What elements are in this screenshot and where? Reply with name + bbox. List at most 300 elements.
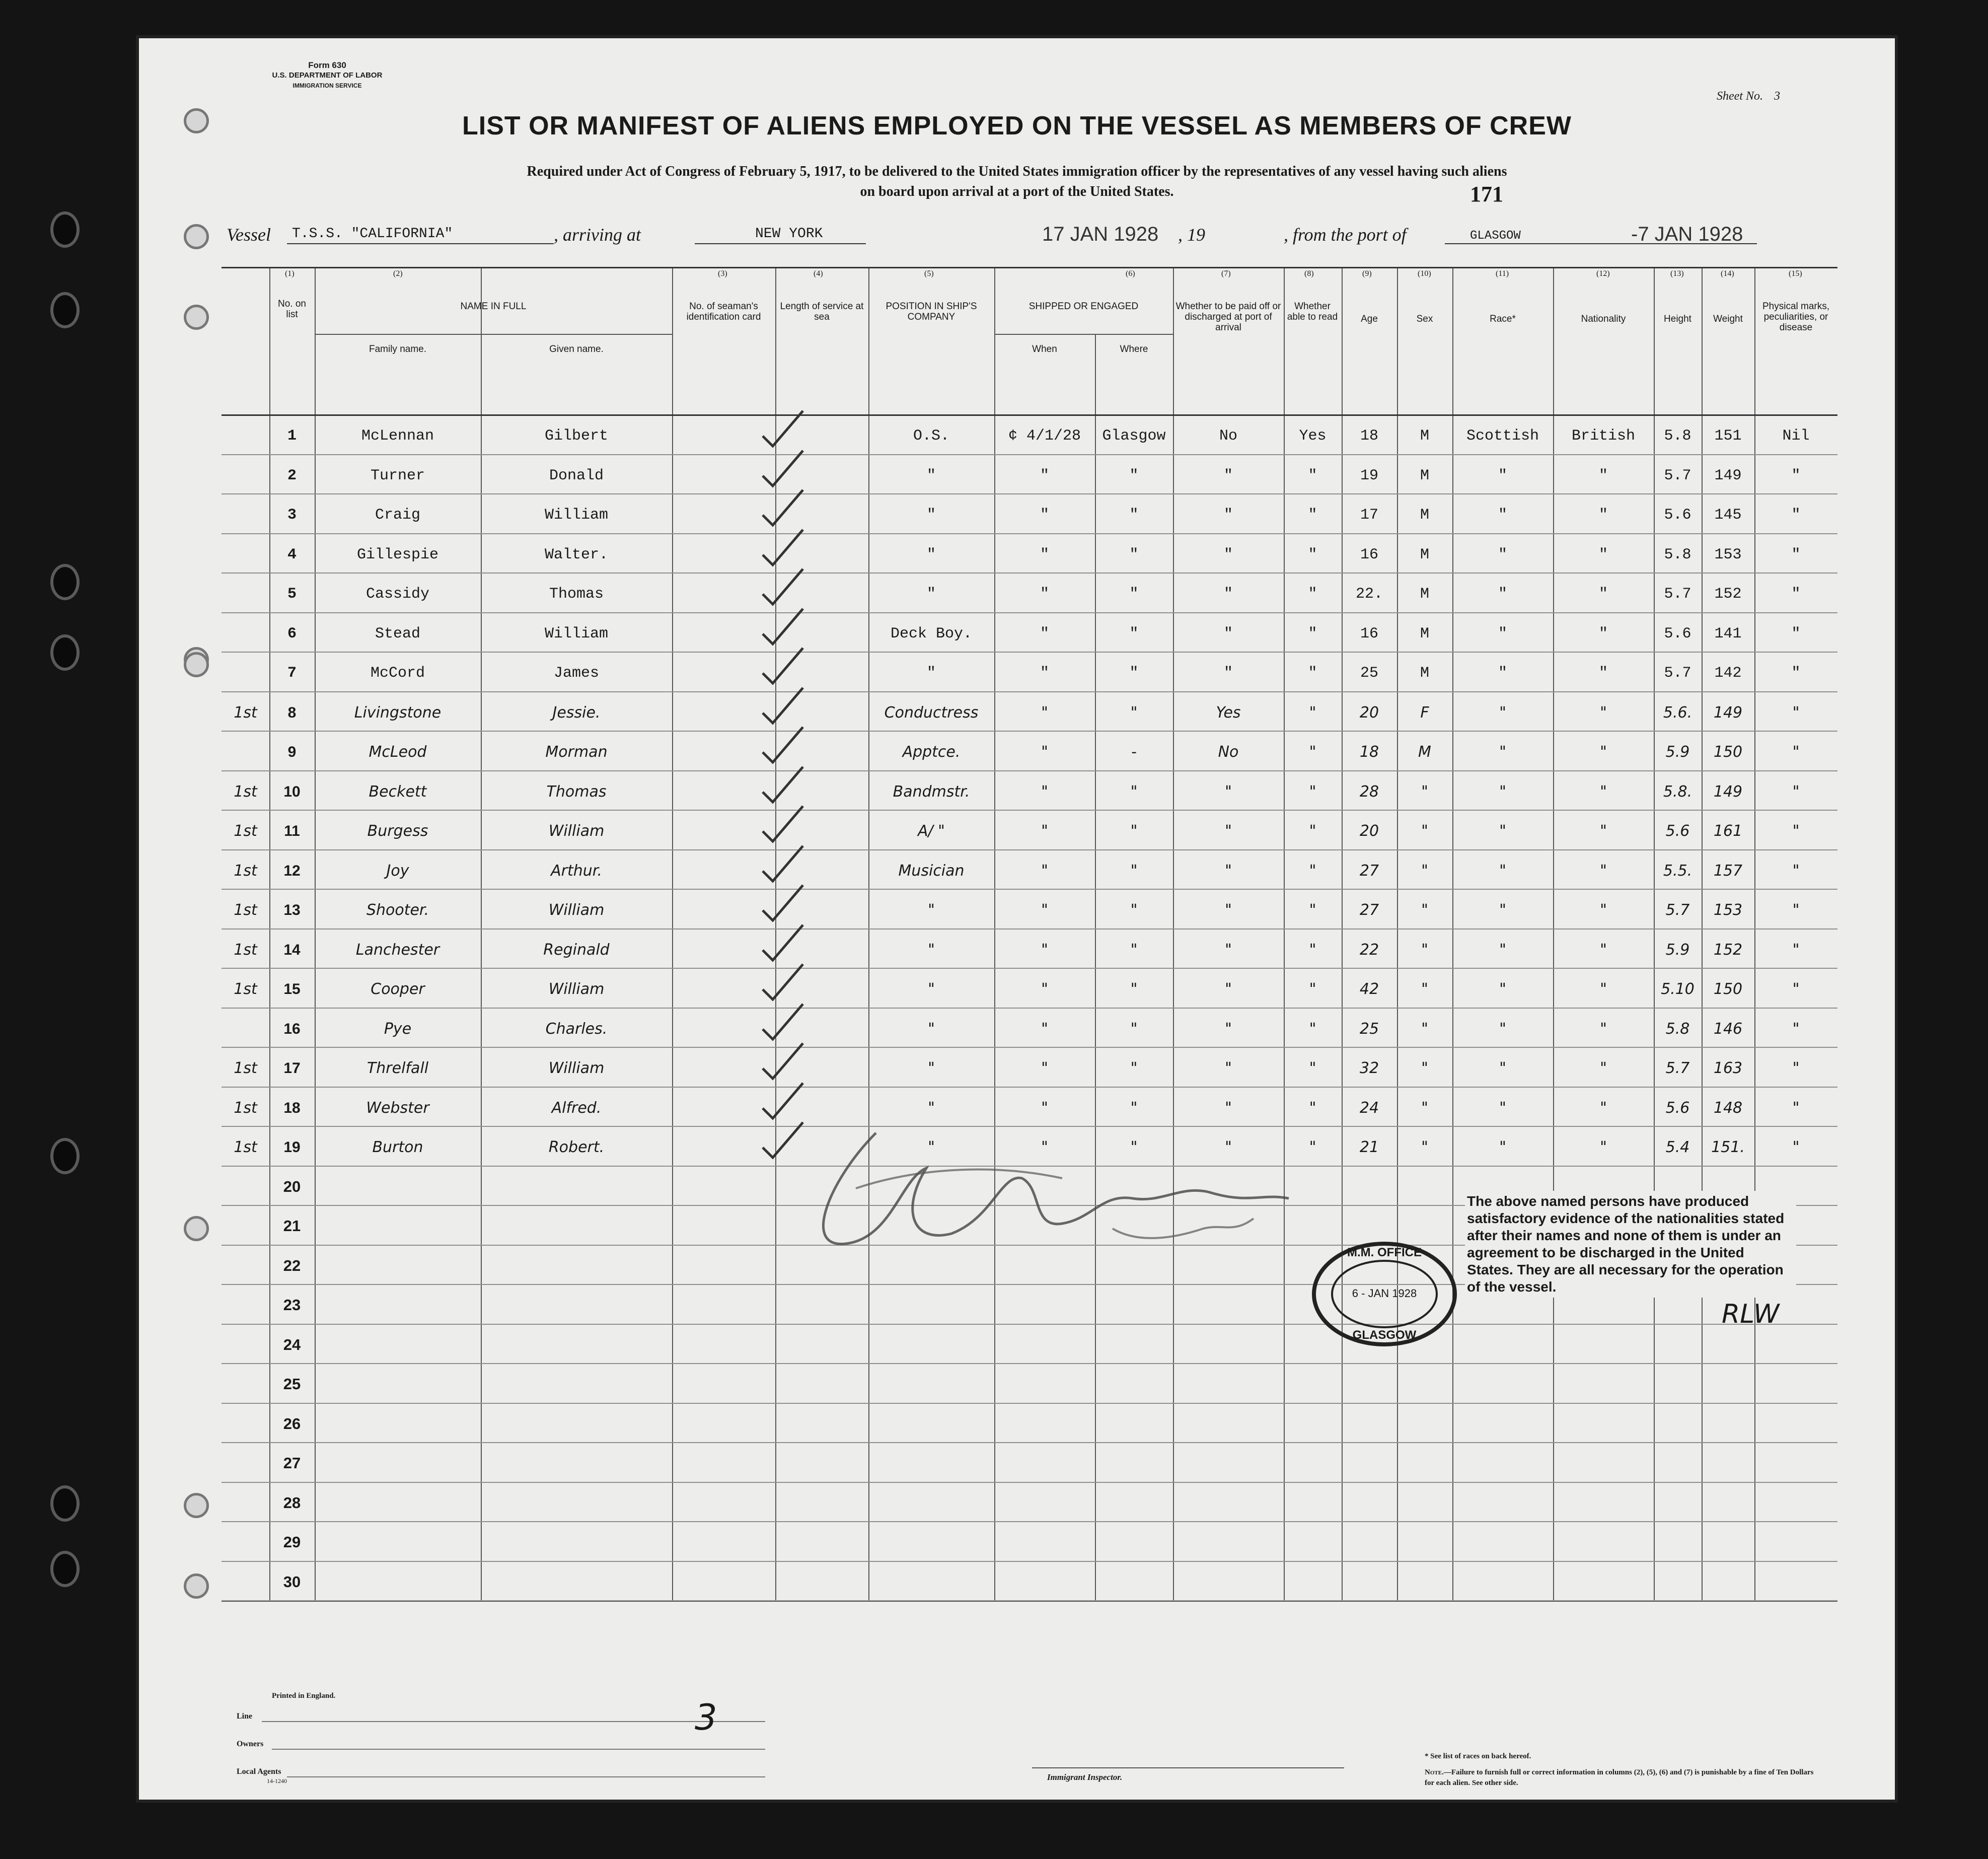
check-mark-icon [760, 448, 805, 488]
cell-height: 5.7 [1664, 665, 1691, 682]
cell-paid: " [1223, 467, 1233, 484]
cell-where: " [1130, 822, 1138, 840]
sheet-number [1717, 90, 1780, 103]
cell-height: 5.7 [1664, 467, 1691, 484]
cell-paid: " [1225, 1020, 1232, 1038]
cell-paid: " [1225, 980, 1232, 998]
cell-marks: " [1792, 1138, 1800, 1156]
cell-when: " [1041, 1059, 1048, 1077]
cell-given: William [548, 901, 605, 919]
table-row [222, 428, 1837, 449]
row-rule [222, 652, 1837, 653]
cell-given: Walter. [544, 546, 609, 563]
cell-given: James [553, 665, 599, 682]
cell-paid: " [1223, 507, 1233, 524]
form-number: Form 630 [308, 60, 346, 70]
cell-when: " [1040, 665, 1049, 682]
col-header-given: Given name. [549, 344, 604, 354]
cell-race: " [1498, 625, 1507, 642]
cell-read: " [1309, 1138, 1316, 1156]
cell-where: " [1129, 546, 1139, 563]
cell-weight: 149 [1713, 782, 1743, 801]
cell-weight: 149 [1713, 703, 1743, 722]
cell-read: " [1309, 980, 1316, 998]
cell-no: 19 [283, 1139, 301, 1156]
cell-nationality: " [1600, 1099, 1607, 1117]
cell-read: " [1309, 782, 1316, 801]
column-number: (12) [1596, 269, 1610, 278]
column-number: (5) [924, 269, 934, 278]
cell-no: 17 [283, 1060, 301, 1077]
cell-position: " [926, 546, 936, 563]
check-mark-icon [760, 1041, 805, 1081]
cell-position: Bandmstr. [893, 782, 970, 801]
cell-no: 4 [287, 546, 297, 563]
cell-race: " [1499, 743, 1506, 761]
cell-height: 5.7 [1664, 586, 1691, 603]
cell-nationality: " [1600, 901, 1607, 919]
cell-no: 10 [283, 783, 301, 800]
cell-sex: M [1420, 586, 1429, 603]
cell-sex: " [1421, 1099, 1428, 1117]
table-row [222, 666, 1837, 686]
cell-given: Reginald [543, 941, 610, 959]
form-subtitle-1: Required under Act of Congress of February 5, 1917, to be delivered to the United States immigration officer by the representatives of any vessel having such aliens [527, 164, 1507, 179]
cell-position: " [928, 1138, 935, 1156]
form-agency-block [252, 60, 403, 91]
row-rule [222, 493, 1837, 494]
cell-given: William [544, 625, 609, 642]
check-mark-icon [760, 1081, 805, 1121]
cell-given: Morman [545, 743, 608, 761]
cell-age: 22 [1359, 941, 1379, 959]
table-row [222, 705, 1837, 726]
stamp-date: 6 - JAN 1928 [1352, 1287, 1417, 1300]
cell-height: 5.6 [1664, 625, 1691, 642]
cell-where: " [1129, 586, 1139, 603]
header-rule [315, 334, 672, 335]
cell-paid: No [1219, 427, 1237, 445]
cell-family: Shooter. [366, 901, 429, 919]
cell-mark: 1st [234, 782, 257, 801]
cell-family: Livingstone [354, 703, 441, 722]
certification-statement: The above named persons have produced satisfactory evidence of the nationalities stated after their names and none of them is under an agreement to be discharged in the United States. They are all necessary for the operation of the vessel. [1465, 1191, 1796, 1298]
cell-read: " [1308, 665, 1317, 682]
cell-position: " [928, 901, 935, 919]
cell-race: " [1499, 1138, 1506, 1156]
cell-paid: " [1223, 625, 1233, 642]
cell-marks: " [1792, 901, 1800, 919]
cell-marks: " [1792, 980, 1800, 998]
table-row [222, 1022, 1837, 1042]
cell-height: 5.6 [1664, 507, 1691, 524]
cell-nationality: " [1600, 1020, 1607, 1038]
cell-read: " [1309, 862, 1316, 880]
cell-when: " [1041, 1099, 1048, 1117]
stamp-bottom: GLASGOW [1352, 1328, 1417, 1342]
cell-no: 11 [284, 823, 300, 839]
row-rule [222, 1363, 1837, 1364]
from-label: , from the port of [1284, 225, 1407, 245]
cell-paid: " [1225, 862, 1232, 880]
cell-family: Craig [375, 507, 420, 524]
punch-hole [184, 1216, 209, 1241]
cell-read: " [1308, 507, 1317, 524]
cell-mark: 1st [234, 1138, 257, 1156]
cell-where: - [1131, 743, 1137, 761]
cell-family: Webster [366, 1099, 429, 1117]
cell-nationality: " [1598, 507, 1608, 524]
cell-height: 5.5. [1663, 862, 1692, 880]
cell-position: " [926, 586, 936, 603]
cell-race: " [1499, 703, 1506, 722]
row-number: 21 [283, 1217, 301, 1235]
col-header-weight: Weight [1713, 314, 1743, 324]
cell-when: " [1041, 941, 1048, 959]
cell-age: 18 [1359, 743, 1379, 761]
table-row [222, 864, 1837, 884]
manifest-sheet [136, 35, 1898, 1803]
cell-paid: " [1225, 782, 1232, 801]
cell-when: " [1041, 743, 1048, 761]
cell-read: " [1309, 822, 1316, 840]
row-rule [222, 731, 1837, 732]
check-mark-icon [760, 566, 805, 607]
cell-nationality: " [1600, 822, 1607, 840]
cell-sex: M [1420, 427, 1429, 445]
form-subtitle-2: on board upon arrival at a port of the United States. [860, 184, 1174, 199]
cell-when: " [1041, 822, 1048, 840]
cell-paid: " [1225, 1138, 1232, 1156]
sheet-no-value: 3 [1774, 90, 1780, 103]
printed-in: Printed in England. [272, 1692, 336, 1700]
cell-weight: 152 [1713, 941, 1743, 959]
cell-nationality: " [1600, 1059, 1607, 1077]
binder-ring [50, 634, 80, 671]
cell-paid: " [1223, 586, 1233, 603]
cell-where: " [1130, 1099, 1138, 1117]
cell-when: " [1040, 467, 1049, 484]
cell-race: " [1498, 546, 1507, 563]
col-header-age: Age [1361, 314, 1378, 324]
row-number: 28 [283, 1493, 301, 1512]
column-number: (11) [1496, 269, 1509, 278]
cell-no: 9 [287, 744, 297, 760]
cell-given: Arthur. [551, 862, 602, 880]
cell-when: " [1041, 782, 1048, 801]
column-number: (3) [718, 269, 727, 278]
cell-no: 6 [287, 625, 297, 642]
cell-height: 5.4 [1665, 1138, 1690, 1156]
cell-height: 5.9 [1665, 743, 1690, 761]
cell-given: Robert. [548, 1138, 605, 1156]
cell-read: " [1308, 625, 1317, 642]
row-number: 25 [283, 1375, 301, 1393]
cell-weight: 148 [1713, 1099, 1743, 1117]
row-number: 22 [283, 1256, 301, 1274]
cell-sex: M [1420, 546, 1429, 563]
races-note: * See list of races on back hereof. [1425, 1752, 1531, 1760]
cell-height: 5.6. [1663, 703, 1692, 722]
cell-position: " [928, 941, 935, 959]
cell-when: ¢ 4/1/28 [1008, 427, 1081, 445]
cell-marks: " [1792, 941, 1800, 959]
cell-age: 20 [1359, 703, 1379, 722]
cell-height: 5.8 [1664, 546, 1691, 563]
cell-height: 5.6 [1665, 822, 1690, 840]
cell-position: A/ " [918, 822, 945, 840]
cell-race: " [1498, 586, 1507, 603]
binder-ring [50, 564, 80, 600]
cell-race: " [1498, 467, 1507, 484]
cell-nationality: " [1600, 980, 1607, 998]
cell-family: McLeod [369, 743, 427, 761]
cell-paid: " [1225, 1059, 1232, 1077]
col-header-height: Height [1664, 314, 1691, 324]
cell-weight: 153 [1714, 546, 1742, 563]
cell-age: 22. [1355, 586, 1383, 603]
cell-race: " [1499, 1059, 1506, 1077]
col-header-shipped: SHIPPED OR ENGAGED [1028, 301, 1139, 312]
cell-sex: " [1421, 941, 1428, 959]
cell-weight: 150 [1713, 743, 1743, 761]
row-number: 26 [283, 1414, 301, 1433]
cell-sex: " [1421, 1138, 1428, 1156]
table-row [222, 824, 1837, 844]
cell-mark: 1st [234, 822, 257, 840]
cell-position: " [928, 980, 935, 998]
cell-height: 5.7 [1665, 1059, 1690, 1077]
cell-nationality: " [1598, 625, 1608, 642]
column-number: (7) [1221, 269, 1231, 278]
cell-sex: M [1420, 467, 1429, 484]
cell-marks: " [1791, 507, 1801, 524]
cell-marks: " [1792, 703, 1800, 722]
row-rule [222, 1561, 1837, 1562]
cell-read: " [1309, 1059, 1316, 1077]
cell-marks: " [1792, 1059, 1800, 1077]
cell-where: " [1130, 980, 1138, 998]
cell-no: 2 [287, 467, 297, 484]
row-rule [222, 1600, 1837, 1601]
binder-ring [50, 1138, 80, 1174]
cell-age: 42 [1359, 980, 1379, 998]
row-rule [222, 691, 1837, 692]
cell-paid: Yes [1216, 703, 1241, 722]
cell-nationality: " [1600, 703, 1607, 722]
cell-read: Yes [1299, 427, 1327, 445]
cell-race: " [1499, 1020, 1506, 1038]
cell-height: 5.7 [1665, 901, 1690, 919]
cell-age: 32 [1359, 1059, 1379, 1077]
cell-read: " [1309, 941, 1316, 959]
cell-weight: 149 [1714, 467, 1742, 484]
cell-marks: " [1792, 743, 1800, 761]
cell-given: William [548, 822, 605, 840]
cell-height: 5.10 [1661, 980, 1695, 998]
cell-where: " [1130, 862, 1138, 880]
cell-mark: 1st [234, 941, 257, 959]
cell-nationality: " [1600, 782, 1607, 801]
cell-given: William [548, 1059, 605, 1077]
cell-read: " [1309, 743, 1316, 761]
cell-family: Pye [384, 1020, 412, 1038]
cell-when: " [1041, 862, 1048, 880]
cell-family: Gillespie [356, 546, 439, 563]
cell-race: " [1499, 822, 1506, 840]
cell-age: 28 [1359, 782, 1379, 801]
cell-sex: " [1421, 980, 1428, 998]
row-rule [222, 889, 1837, 890]
col-header-where: Where [1120, 344, 1148, 354]
cell-mark: 1st [234, 862, 257, 880]
cell-sex: M [1420, 507, 1429, 524]
check-mark-icon [760, 1002, 805, 1042]
cell-where: " [1129, 467, 1139, 484]
footer-owners-label: Owners [237, 1740, 264, 1748]
cell-race: Scottish [1466, 427, 1539, 445]
row-rule [222, 928, 1837, 930]
cell-weight: 163 [1713, 1059, 1743, 1077]
cell-height: 5.9 [1665, 941, 1690, 959]
vessel-label: Vessel [227, 225, 271, 245]
cell-weight: 151 [1714, 427, 1742, 445]
service-name: IMMIGRATION SERVICE [292, 82, 362, 89]
cell-when: " [1040, 586, 1049, 603]
cell-weight: 152 [1714, 586, 1742, 603]
check-mark-icon [760, 922, 805, 963]
cell-read: " [1309, 1020, 1316, 1038]
row-rule [222, 612, 1837, 613]
cell-where: " [1130, 941, 1138, 959]
cell-no: 12 [283, 862, 301, 879]
col-header-name: NAME IN FULL [460, 301, 527, 312]
year-label: , 19 [1178, 225, 1205, 245]
row-number: 23 [283, 1296, 301, 1314]
row-rule [222, 1324, 1837, 1325]
cell-height: 5.6 [1665, 1099, 1690, 1117]
row-rule [222, 770, 1837, 771]
table-row [222, 982, 1837, 1002]
cell-age: 20 [1359, 822, 1379, 840]
check-mark-icon [760, 883, 805, 923]
column-number: (14) [1721, 269, 1734, 278]
cell-position: Conductress [884, 703, 979, 722]
row-rule [222, 1521, 1837, 1522]
table-row [222, 626, 1837, 647]
cell-position: Musician [898, 862, 965, 880]
cell-when: " [1041, 1020, 1048, 1038]
departure-date-stamp: -7 JAN 1928 [1631, 223, 1743, 245]
cell-family: Turner [370, 467, 425, 484]
cell-when: " [1041, 1138, 1048, 1156]
cell-age: 16 [1360, 546, 1378, 563]
cell-nationality: " [1598, 546, 1608, 563]
cell-family: Burton [372, 1138, 423, 1156]
punch-hole [184, 1574, 209, 1599]
column-number: (9) [1362, 269, 1372, 278]
col-header-family: Family name. [369, 344, 427, 354]
cell-marks: " [1791, 586, 1801, 603]
initials: RLW [1722, 1299, 1780, 1329]
check-mark-icon [760, 527, 805, 567]
column-number: (4) [814, 269, 823, 278]
cell-paid: " [1223, 546, 1233, 563]
cell-marks: " [1792, 862, 1800, 880]
cell-race: " [1499, 901, 1506, 919]
cell-family: McLennan [361, 427, 434, 445]
table-row [222, 468, 1837, 488]
cell-family: Joy [386, 862, 409, 880]
cell-no: 5 [287, 586, 297, 603]
cell-sex: " [1421, 862, 1428, 880]
header-rule [222, 414, 1837, 416]
col-header-read: Whether able to read [1287, 301, 1338, 322]
cell-race: " [1499, 782, 1506, 801]
form-title: LIST OR MANIFEST OF ALIENS EMPLOYED ON THE VESSEL AS MEMBERS OF CREW [462, 111, 1572, 140]
cell-when: " [1040, 546, 1049, 563]
mm-office-stamp [1309, 1239, 1460, 1349]
cell-paid: " [1223, 665, 1233, 682]
row-rule [222, 810, 1837, 811]
cell-given: William [548, 980, 605, 998]
check-mark-icon [760, 408, 805, 449]
fine-note [1425, 1767, 1817, 1789]
row-number: 29 [283, 1533, 301, 1551]
binder-ring [50, 292, 80, 328]
row-number: 24 [283, 1335, 301, 1353]
table-row [222, 508, 1837, 528]
cell-marks: " [1792, 822, 1800, 840]
cell-weight: 157 [1713, 862, 1743, 880]
table-row [222, 903, 1837, 923]
column-number: (2) [393, 269, 403, 278]
cell-sex: F [1420, 703, 1429, 722]
cell-family: Cooper [371, 980, 425, 998]
cell-no: 14 [283, 941, 301, 958]
cell-no: 13 [283, 902, 301, 918]
cell-marks: Nil [1782, 427, 1810, 445]
cell-given: William [544, 507, 609, 524]
col-header-paid: Whether to be paid off or discharged at port of arrival [1175, 301, 1281, 333]
cell-sex: M [1418, 743, 1431, 761]
cell-age: 24 [1359, 1099, 1379, 1117]
cell-race: " [1499, 980, 1506, 998]
row-number: 20 [283, 1177, 301, 1195]
cell-mark: 1st [234, 1059, 257, 1077]
cell-age: 25 [1359, 1020, 1379, 1038]
punch-hole [184, 1493, 209, 1518]
check-mark-icon [760, 843, 805, 884]
check-mark-icon [760, 725, 805, 765]
row-rule [222, 968, 1837, 969]
cell-given: Donald [549, 467, 604, 484]
column-number: (10) [1418, 269, 1431, 278]
cell-race: " [1499, 862, 1506, 880]
cell-nationality: " [1600, 743, 1607, 761]
cell-position: " [928, 1059, 935, 1077]
footer-agents-label: Local Agents [237, 1767, 281, 1776]
cell-marks: " [1792, 1020, 1800, 1038]
cell-race: " [1498, 507, 1507, 524]
cell-no: 3 [287, 507, 297, 524]
col-header-nationality: Nationality [1581, 314, 1626, 324]
cell-age: 17 [1360, 507, 1378, 524]
cell-weight: 151. [1711, 1138, 1745, 1156]
cell-family: Burgess [367, 822, 428, 840]
cell-age: 27 [1359, 862, 1379, 880]
cell-where: " [1130, 782, 1138, 801]
